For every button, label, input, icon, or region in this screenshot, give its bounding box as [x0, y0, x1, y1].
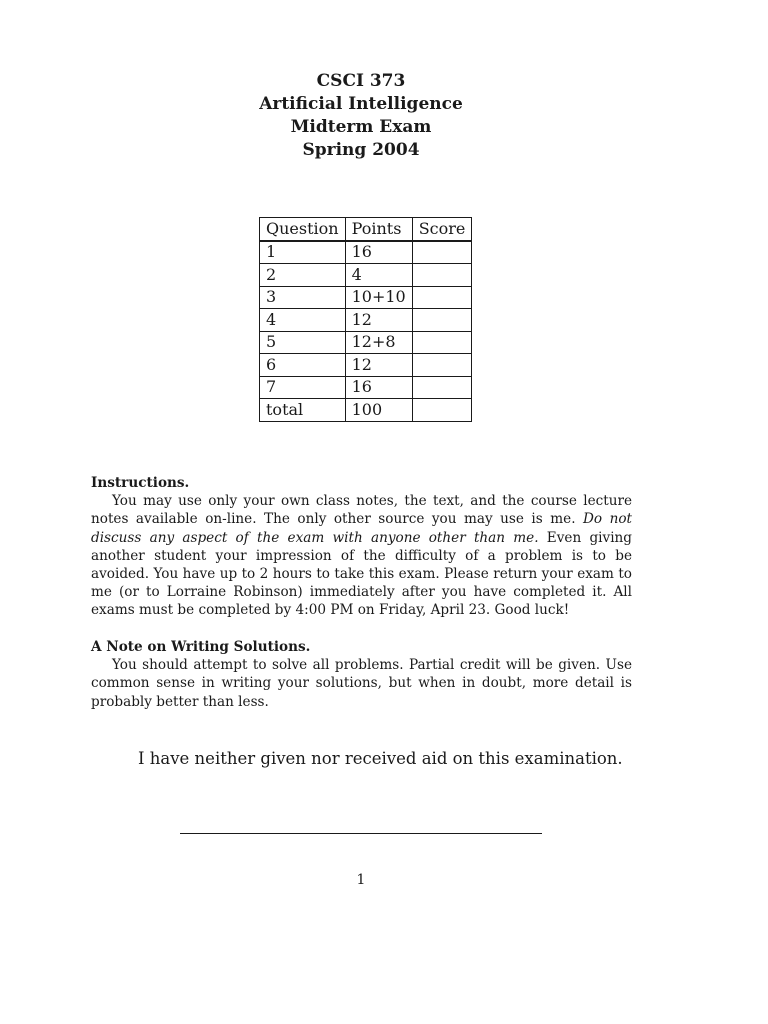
honor-pledge: I have neither given nor received aid on this examination.: [138, 749, 623, 768]
score-cell: [412, 286, 472, 309]
table-row: [260, 309, 472, 332]
page-number: 1: [356, 872, 366, 888]
instructions-heading: Instructions.: [91, 475, 190, 491]
column-header-question: Question: [260, 218, 346, 241]
instructions-emphasis: Do not discuss any aspect of the exam with anyone other than me.: [91, 511, 632, 546]
writing-note-paragraph: You should attempt to solve all problems. Partial credit will be given. Use common sense in writing your solutions, but when in doubt, more detail is probably better than less.: [91, 657, 632, 710]
question-cell: total: [260, 399, 346, 422]
table-row: [260, 241, 472, 264]
points-cell: 4: [345, 264, 412, 287]
exam-title-block: [0, 70, 722, 162]
points-cell: 12: [345, 354, 412, 377]
exam-term: Spring 2004: [302, 140, 420, 160]
table-row: [260, 286, 472, 309]
points-cell: 10+10: [345, 286, 412, 309]
points-cell: 16: [345, 241, 412, 264]
instructions-text-start: You may use only your own class notes, the text, and the course lecture notes available on-line. The only other source you may use is me.: [91, 493, 632, 528]
instructions-text-end: Even giving another student your impression of the difficulty of a problem is to be avoided. You have up to 2 hours to take this exam. Please return your exam to me (or to Lorraine Robinson) immediately after you have completed it. All exams must be completed by 4:00 PM on Friday, April 23. Good luck!: [91, 529, 632, 619]
score-cell: [412, 354, 472, 377]
score-cell: [412, 399, 472, 422]
score-cell: [412, 309, 472, 332]
score-cell: [412, 264, 472, 287]
signature-line: [180, 833, 542, 834]
column-header-points: Points: [345, 218, 412, 241]
course-name: Artificial Intelligence: [259, 94, 463, 114]
table-row: [260, 331, 472, 354]
question-cell: 6: [260, 354, 346, 377]
instructions-paragraph: [91, 492, 632, 619]
instructions-section: [91, 474, 632, 620]
score-table: [259, 217, 472, 422]
question-cell: 5: [260, 331, 346, 354]
question-cell: 4: [260, 309, 346, 332]
column-header-score: Score: [412, 218, 472, 241]
table-row: [260, 354, 472, 377]
score-cell: [412, 376, 472, 399]
points-cell: 16: [345, 376, 412, 399]
table-header-row: [260, 218, 472, 241]
table-row: [260, 376, 472, 399]
writing-note-heading: A Note on Writing Solutions.: [91, 639, 311, 655]
question-cell: 3: [260, 286, 346, 309]
course-code: CSCI 373: [316, 71, 406, 91]
exam-name: Midterm Exam: [290, 117, 432, 137]
question-cell: 7: [260, 376, 346, 399]
score-cell: [412, 241, 472, 264]
table-row-total: [260, 399, 472, 422]
writing-note-section: [91, 638, 632, 711]
score-cell: [412, 331, 472, 354]
points-cell: 12: [345, 309, 412, 332]
points-cell: 12+8: [345, 331, 412, 354]
points-cell: 100: [345, 399, 412, 422]
table-row: [260, 264, 472, 287]
question-cell: 2: [260, 264, 346, 287]
question-cell: 1: [260, 241, 346, 264]
